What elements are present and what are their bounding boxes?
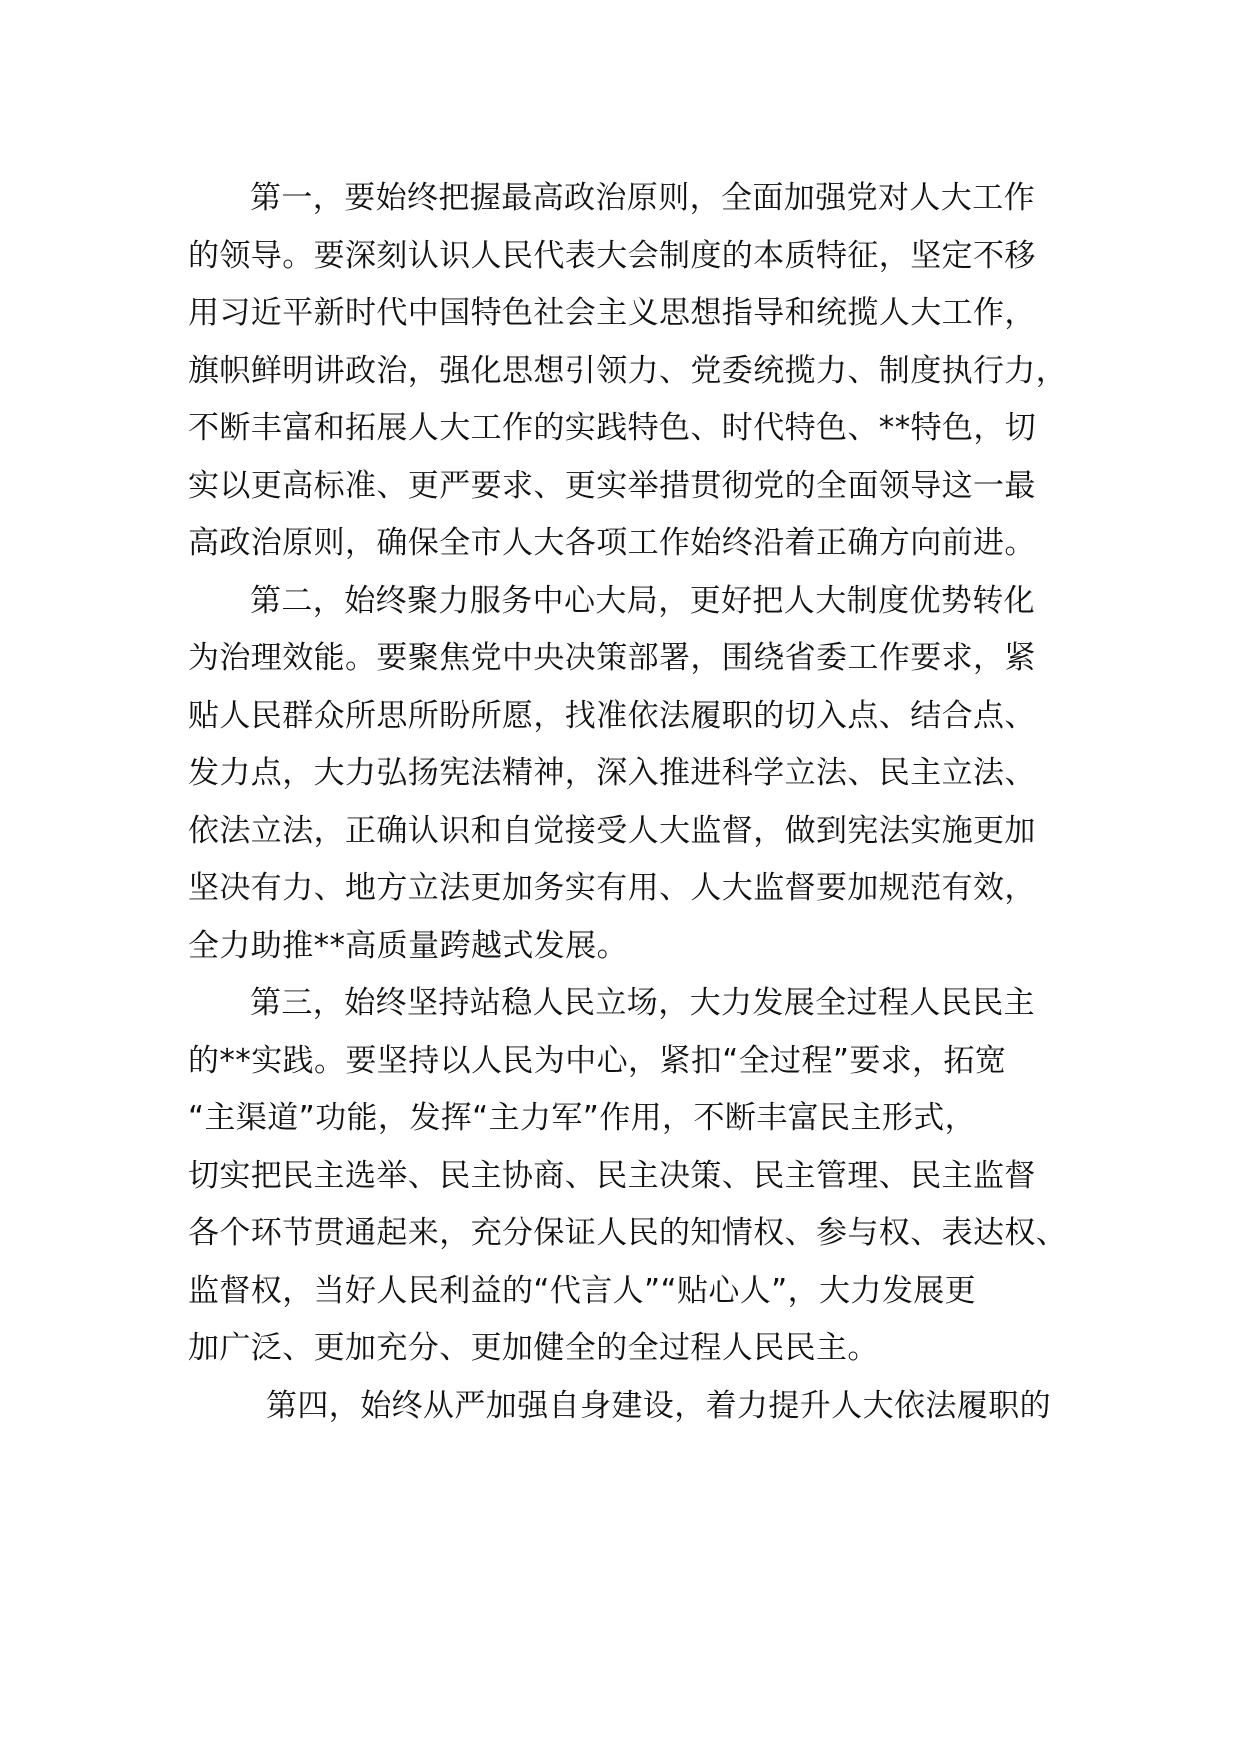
paragraph-2-line-2: 为治理效能。要聚焦党中央决策部署，围绕省委工作要求，紧 [188,640,1036,676]
paragraph-1-line-3: 用习近平新时代中国特色社会主义思想指导和统揽人大工作， [188,295,1036,331]
paragraph-1-line-2: 的领导。要深刻认识人民代表大会制度的本质特征，坚定不移 [188,238,1036,274]
paragraph-3-line-3: “主渠道”功能，发挥“主力军”作用，不断丰富民主形式， [188,1100,977,1136]
paragraph-2-line-7: 全力助推**高质量跨越式发展。 [188,928,628,964]
paragraph-2-line-3: 贴人民群众所思所盼所愿，找准依法履职的切入点、结合点、 [188,698,1036,734]
paragraph-2-line-4: 发力点，大力弘扬宪法精神，深入推进科学立法、民主立法、 [188,755,1036,791]
paragraph-2-line-6: 坚决有力、地方立法更加务实有用、人大监督要加规范有效， [188,870,1036,906]
paragraph-3-line-4: 切实把民主选举、民主协商、民主决策、民主管理、民主监督 [188,1158,1036,1194]
paragraph-3-line-2: 的**实践。要坚持以人民为中心，紧扣“全过程”要求，拓宽 [188,1043,1007,1079]
paragraph-3-line-5: 各个环节贯通起来，充分保证人民的知情权、参与权、表达权、 [188,1215,1068,1251]
paragraph-1-line-5: 不断丰富和拓展人大工作的实践特色、时代特色、**特色，切 [188,410,1037,446]
paragraph-2-line-5: 依法立法，正确认识和自觉接受人大监督，做到宪法实施更加 [188,813,1036,849]
paragraph-3-line-6: 监督权，当好人民利益的“代言人”“贴心人”，大力发展更 [188,1273,977,1309]
paragraph-2-line-1: 第二，始终聚力服务中心大局，更好把人大制度优势转化 [250,583,1035,619]
paragraph-1-line-4: 旗帜鲜明讲政治，强化思想引领力、党委统揽力、制度执行力， [188,353,1068,389]
paragraph-4-line-1: 第四，始终从严加强自身建设，着力提升人大依法履职的 [266,1388,1051,1424]
paragraph-1-line-6: 实以更高标准、更严要求、更实举措贯彻党的全面领导这一最 [188,468,1036,504]
paragraph-1-line-1: 第一，要始终把握最高政治原则，全面加强党对人大工作 [250,180,1035,216]
paragraph-3-line-7: 加广泛、更加充分、更加健全的全过程人民民主。 [188,1330,879,1366]
paragraph-1-line-7: 高政治原则，确保全市人大各项工作始终沿着正确方向前进。 [188,525,1036,561]
paragraph-3-line-1: 第三，始终坚持站稳人民立场，大力发展全过程人民民主 [250,985,1035,1021]
